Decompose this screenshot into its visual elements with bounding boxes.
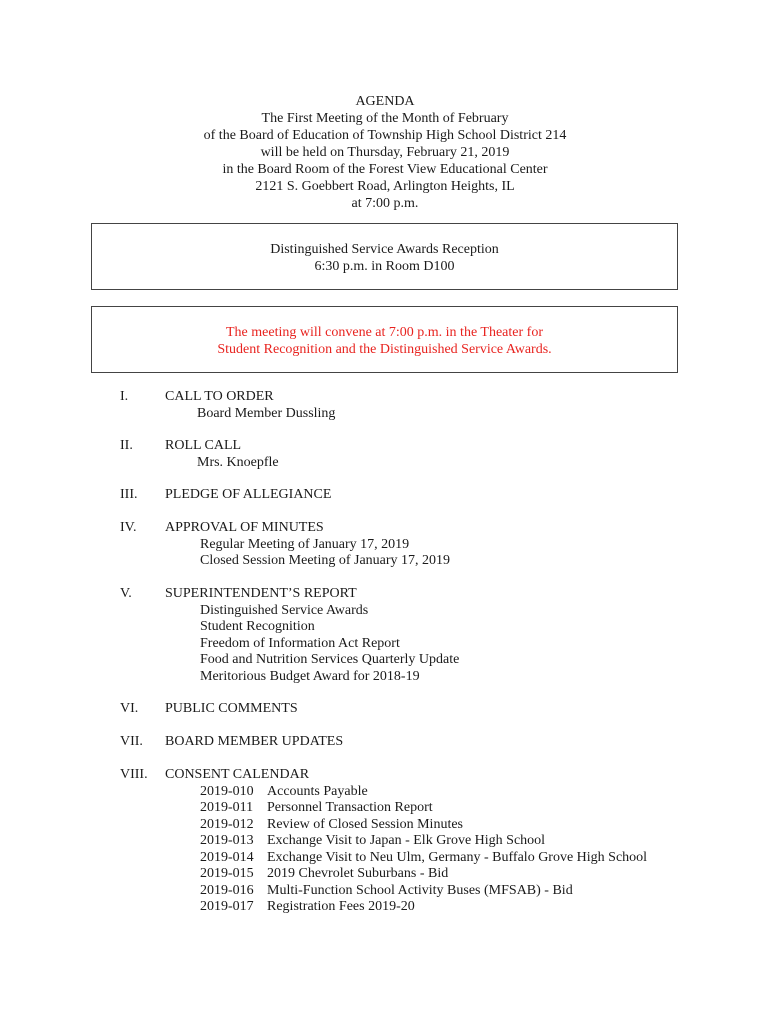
agenda-subitems <box>200 537 450 570</box>
agenda-item-numeral: V. <box>120 586 132 601</box>
consent-code: 2019-012 <box>200 816 254 832</box>
agenda-item-title: PLEDGE OF ALLEGIANCE <box>165 487 332 502</box>
agenda-item-title: BOARD MEMBER UPDATES <box>165 734 344 749</box>
agenda-item-numeral: VII. <box>120 734 143 749</box>
consent-description: Registration Fees 2019-20 <box>267 899 415 914</box>
consent-code: 2019-010 <box>200 783 254 799</box>
consent-description: Exchange Visit to Japan - Elk Grove High School <box>267 833 546 848</box>
agenda-subitem: Food and Nutrition Services Quarterly Update <box>200 652 460 667</box>
meeting-title-line: The First Meeting of the Month of February <box>261 111 509 126</box>
consent-code: 2019-011 <box>200 800 254 815</box>
agenda-subitems <box>197 406 335 423</box>
agenda-item-title: SUPERINTENDENT’S REPORT <box>165 586 357 601</box>
meeting-date-line: will be held on Thursday, February 21, 2019 <box>260 145 510 160</box>
consent-code: 2019-016 <box>200 882 254 898</box>
agenda-subitem: Meritorious Budget Award for 2018-19 <box>200 668 420 684</box>
agenda-item-numeral: IV. <box>120 520 137 535</box>
consent-description: 2019 Chevrolet Suburbans - Bid <box>267 866 449 881</box>
board-line: of the Board of Education of Township High School District 214 <box>203 128 567 143</box>
consent-description: Accounts Payable <box>267 783 368 799</box>
agenda-header <box>0 93 770 212</box>
reception-time: 6:30 p.m. in Room D100 <box>314 259 455 274</box>
consent-code: 2019-015 <box>200 866 254 881</box>
convene-notice-box <box>91 306 678 373</box>
agenda-subitem: Distinguished Service Awards <box>200 602 369 618</box>
agenda-item-numeral: VI. <box>120 701 139 716</box>
consent-code: 2019-017 <box>200 899 254 914</box>
agenda-item-title: CONSENT CALENDAR <box>165 767 310 782</box>
consent-code: 2019-013 <box>200 833 254 848</box>
agenda-subitem: Regular Meeting of January 17, 2019 <box>200 536 410 552</box>
agenda-subitem: Freedom of Information Act Report <box>200 635 400 651</box>
consent-description: Exchange Visit to Neu Ulm, Germany - Buffalo Grove High School <box>267 849 648 865</box>
convene-line-2: Student Recognition and the Distinguished Service Awards. <box>217 342 552 357</box>
convene-line-1: The meeting will convene at 7:00 p.m. in the Theater for <box>226 325 543 340</box>
agenda-heading: AGENDA <box>355 94 415 109</box>
agenda-subitem: Board Member Dussling <box>197 405 336 421</box>
agenda-item-numeral: II. <box>120 438 133 453</box>
agenda-subitem: Closed Session Meeting of January 17, 2019 <box>200 553 451 568</box>
agenda-item-title: PUBLIC COMMENTS <box>165 701 298 716</box>
meeting-time-line: at 7:00 p.m. <box>351 196 419 211</box>
agenda-item-title: ROLL CALL <box>165 438 242 453</box>
consent-description: Multi-Function School Activity Buses (MFSAB) - Bid <box>267 882 573 898</box>
agenda-item-numeral: I. <box>120 389 129 404</box>
agenda-item-title: CALL TO ORDER <box>165 389 274 404</box>
location-line: in the Board Room of the Forest View Educational Center <box>222 162 548 177</box>
agenda-subitem: Mrs. Knoepfle <box>197 454 279 470</box>
reception-title: Distinguished Service Awards Reception <box>270 242 499 257</box>
consent-code: 2019-014 <box>200 849 254 865</box>
agenda-item-numeral: VIII. <box>120 767 148 782</box>
agenda-subitem: Student Recognition <box>200 619 315 634</box>
consent-description: Personnel Transaction Report <box>267 800 433 815</box>
address-line: 2121 S. Goebbert Road, Arlington Heights, IL <box>255 179 515 194</box>
agenda-item-title: APPROVAL OF MINUTES <box>165 520 324 535</box>
consent-description: Review of Closed Session Minutes <box>267 816 463 832</box>
agenda-subitems <box>197 455 279 472</box>
agenda-subitems <box>200 603 459 686</box>
reception-notice-box <box>91 223 678 290</box>
agenda-item-numeral: III. <box>120 487 138 502</box>
